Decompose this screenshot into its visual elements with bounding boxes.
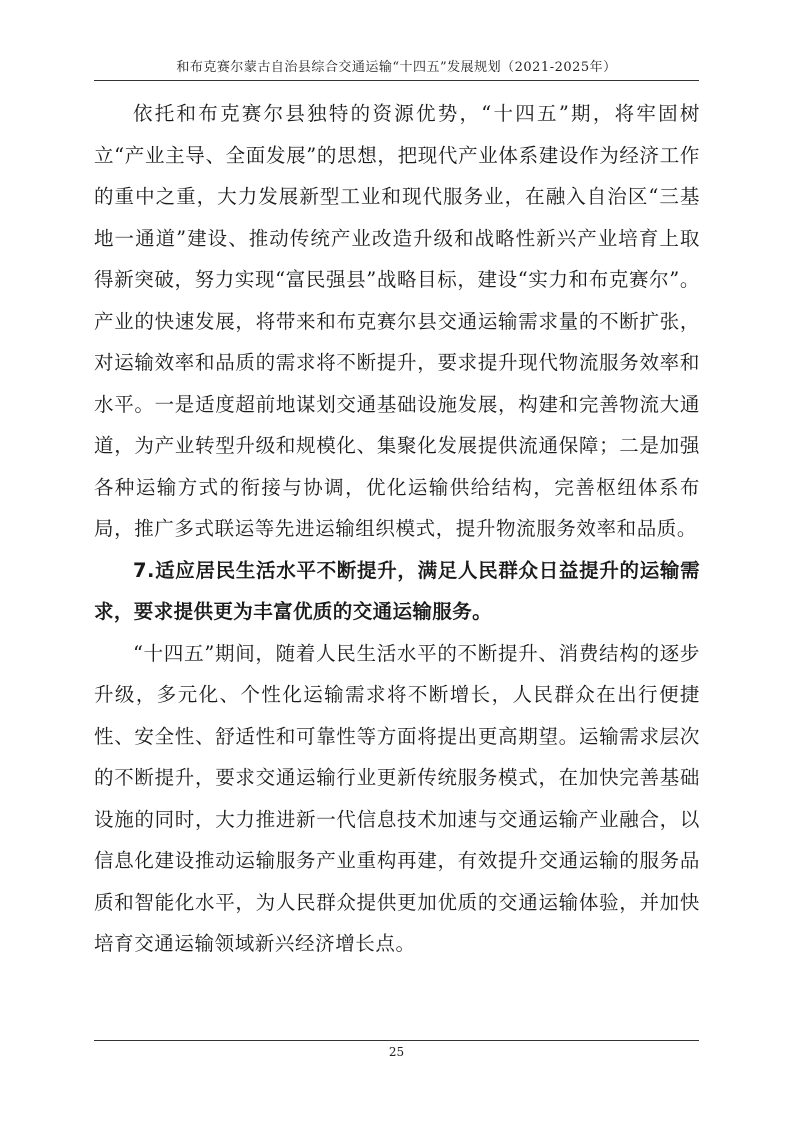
header-divider	[94, 80, 699, 81]
page-body	[94, 93, 700, 965]
body-paragraph-1: 依托和布克赛尔县独特的资源优势，“十四五”期，将牢固树立“产业主导、全面发展”的思想，把现代产业体系建设作为经济工作的重中之重，大力发展新型工业和现代服务业，在融入自治区“三基地一通道”建设、推动传统产业改造升级和战略性新兴产业培育上取得新突破，努力实现“富民强县”战略目标，建设“实力和布克赛尔”。产业的快速发展，将带来和布克赛尔县交通运输需求量的不断扩张，对运输效率和品质的需求将不断提升，要求提升现代物流服务效率和水平。一是适度超前地谋划交通基础设施发展，构建和完善物流大通道，为产业转型升级和规模化、集聚化发展提供流通保障；二是加强各种运输方式的衔接与协调，优化运输供给结构，完善枢纽体系布局，推广多式联运等先进运输组织模式，提升物流服务效率和品质。	[94, 102, 700, 540]
body-paragraph-2: “十四五”期间，随着人民生活水平的不断提升、消费结构的逐步升级，多元化、个性化运输需求将不断增长，人民群众在出行便捷性、安全性、舒适性和可靠性等方面将提出更高期望。运输需求层次的不断提升，要求交通运输行业更新传统服务模式，在加快完善基础设施的同时，大力推进新一代信息技术加速与交通运输产业融合，以信息化建设推动运输服务产业重构再建，有效提升交通运输的服务品质和智能化水平，为人民群众提供更加优质的交通运输体验，并加快培育交通运输领域新兴经济增长点。	[94, 641, 700, 955]
running-header: 和布克赛尔蒙古自治县综合交通运输“十四五”发展规划（2021-2025年）	[176, 60, 617, 75]
page-number: 25	[388, 1045, 405, 1059]
footer-divider	[94, 1040, 699, 1041]
section-heading-7: 7.适应居民生活水平不断提升，满足人民群众日益提升的运输需求，要求提供更为丰富优质的交通运输服务。	[94, 558, 700, 623]
